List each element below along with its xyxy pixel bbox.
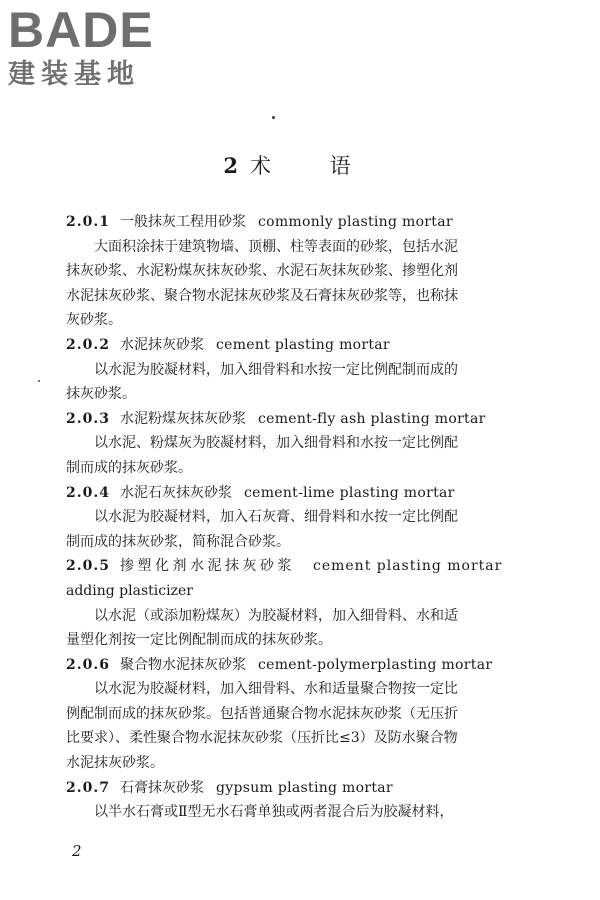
term-english: cement-fly ash plasting mortar	[257, 410, 486, 427]
scan-speck	[38, 380, 40, 382]
chapter-heading: 术 语	[249, 154, 377, 178]
term-chinese: 水泥抹灰砂浆	[119, 336, 204, 353]
entry-heading	[66, 333, 516, 358]
term-english: commonly plasting mortar	[257, 214, 453, 230]
definition-line: 以水泥、粉煤灰为胶凝材料，加入细骨料和水按一定比例配	[94, 435, 458, 452]
terms-body	[66, 210, 516, 825]
definition-line: 抹灰砂浆。	[66, 386, 136, 403]
definition-line: 制而成的抹灰砂浆，简称混合砂浆。	[66, 533, 290, 550]
term-number: 2.0.3	[66, 410, 110, 427]
definition-line: 以水泥为胶凝材料，加入石灰膏、细骨料和水按一定比例配	[94, 509, 458, 526]
entry-heading	[66, 481, 516, 506]
term-chinese: 掺塑化剂水泥抹灰砂浆	[119, 558, 295, 575]
chapter-title	[0, 150, 600, 180]
term-number: 2.0.2	[66, 336, 110, 353]
entry-heading	[66, 776, 516, 801]
term-entry	[66, 481, 516, 555]
definition-line: 以水泥（或添加粉煤灰）为胶凝材料，加入细骨料、水和适	[94, 607, 458, 624]
term-chinese: 水泥石灰抹灰砂浆	[119, 484, 232, 501]
definition-line: 以水泥为胶凝材料，加入细骨料、水和适量聚合物按一定比	[94, 681, 458, 698]
term-english: cement-lime plasting mortar	[243, 484, 455, 501]
term-chinese: 一般抹灰工程用砂浆	[119, 214, 246, 230]
term-entry	[66, 776, 516, 825]
term-english-continued: adding plasticizer	[66, 582, 193, 599]
logo-subtitle: 建装基地	[8, 59, 140, 90]
definition-line: 水泥抹灰砂浆、聚合物水泥抹灰砂浆及石膏抹灰砂浆等，也称抹	[66, 287, 458, 304]
term-number: 2.0.6	[66, 656, 110, 673]
logo-brand: BADE	[8, 2, 154, 58]
entry-heading	[66, 554, 516, 579]
term-number: 2.0.4	[66, 484, 110, 501]
term-entry	[66, 210, 516, 333]
term-chinese: 聚合物水泥抹灰砂浆	[119, 656, 246, 673]
term-entry	[66, 554, 516, 652]
entry-heading	[66, 653, 516, 678]
entry-heading	[66, 210, 516, 235]
bade-logo	[8, 4, 178, 100]
term-number: 2.0.7	[66, 779, 110, 796]
definition-line: 水泥抹灰砂浆。	[66, 755, 164, 772]
page-number: 2	[72, 842, 82, 860]
term-chinese: 石膏抹灰砂浆	[119, 779, 204, 796]
definition-line: 大面积涂抹于建筑物墙、顶棚、柱等表面的砂浆，包括水泥	[94, 238, 458, 255]
term-number: 2.0.1	[66, 214, 110, 230]
definition-line: 以水泥为胶凝材料，加入细骨料和水按一定比例配制而成的	[94, 361, 458, 378]
definition-line: 比要求）、柔性聚合物水泥抹灰砂浆（压折比≤3）及防水聚合物	[66, 730, 458, 747]
term-chinese: 水泥粉煤灰抹灰砂浆	[119, 410, 246, 427]
definition-line: 抹灰砂浆、水泥粉煤灰抹灰砂浆、水泥石灰抹灰砂浆、掺塑化剂	[66, 263, 458, 280]
definition-line: 例配制而成的抹灰砂浆。包括普通聚合物水泥抹灰砂浆（无压折	[66, 705, 458, 722]
definition-line: 灰砂浆。	[66, 312, 122, 329]
definition-line: 量塑化剂按一定比例配制而成的抹灰砂浆。	[66, 632, 332, 649]
term-english: gypsum plasting mortar	[215, 779, 393, 796]
term-english: cement-polymerplasting mortar	[257, 656, 493, 673]
scan-speck	[272, 116, 275, 119]
term-english: cement plasting mortar	[215, 336, 390, 353]
term-entry	[66, 407, 516, 481]
chapter-number: 2	[223, 153, 240, 178]
term-entry	[66, 653, 516, 776]
term-english: cement plasting mortar	[312, 558, 503, 575]
definition-line: 制而成的抹灰砂浆。	[66, 459, 192, 476]
definition-line: 以半水石膏或Ⅱ型无水石膏单独或两者混合后为胶凝材料，	[94, 804, 454, 821]
term-entry	[66, 333, 516, 407]
term-number: 2.0.5	[66, 558, 110, 575]
entry-heading	[66, 407, 516, 432]
